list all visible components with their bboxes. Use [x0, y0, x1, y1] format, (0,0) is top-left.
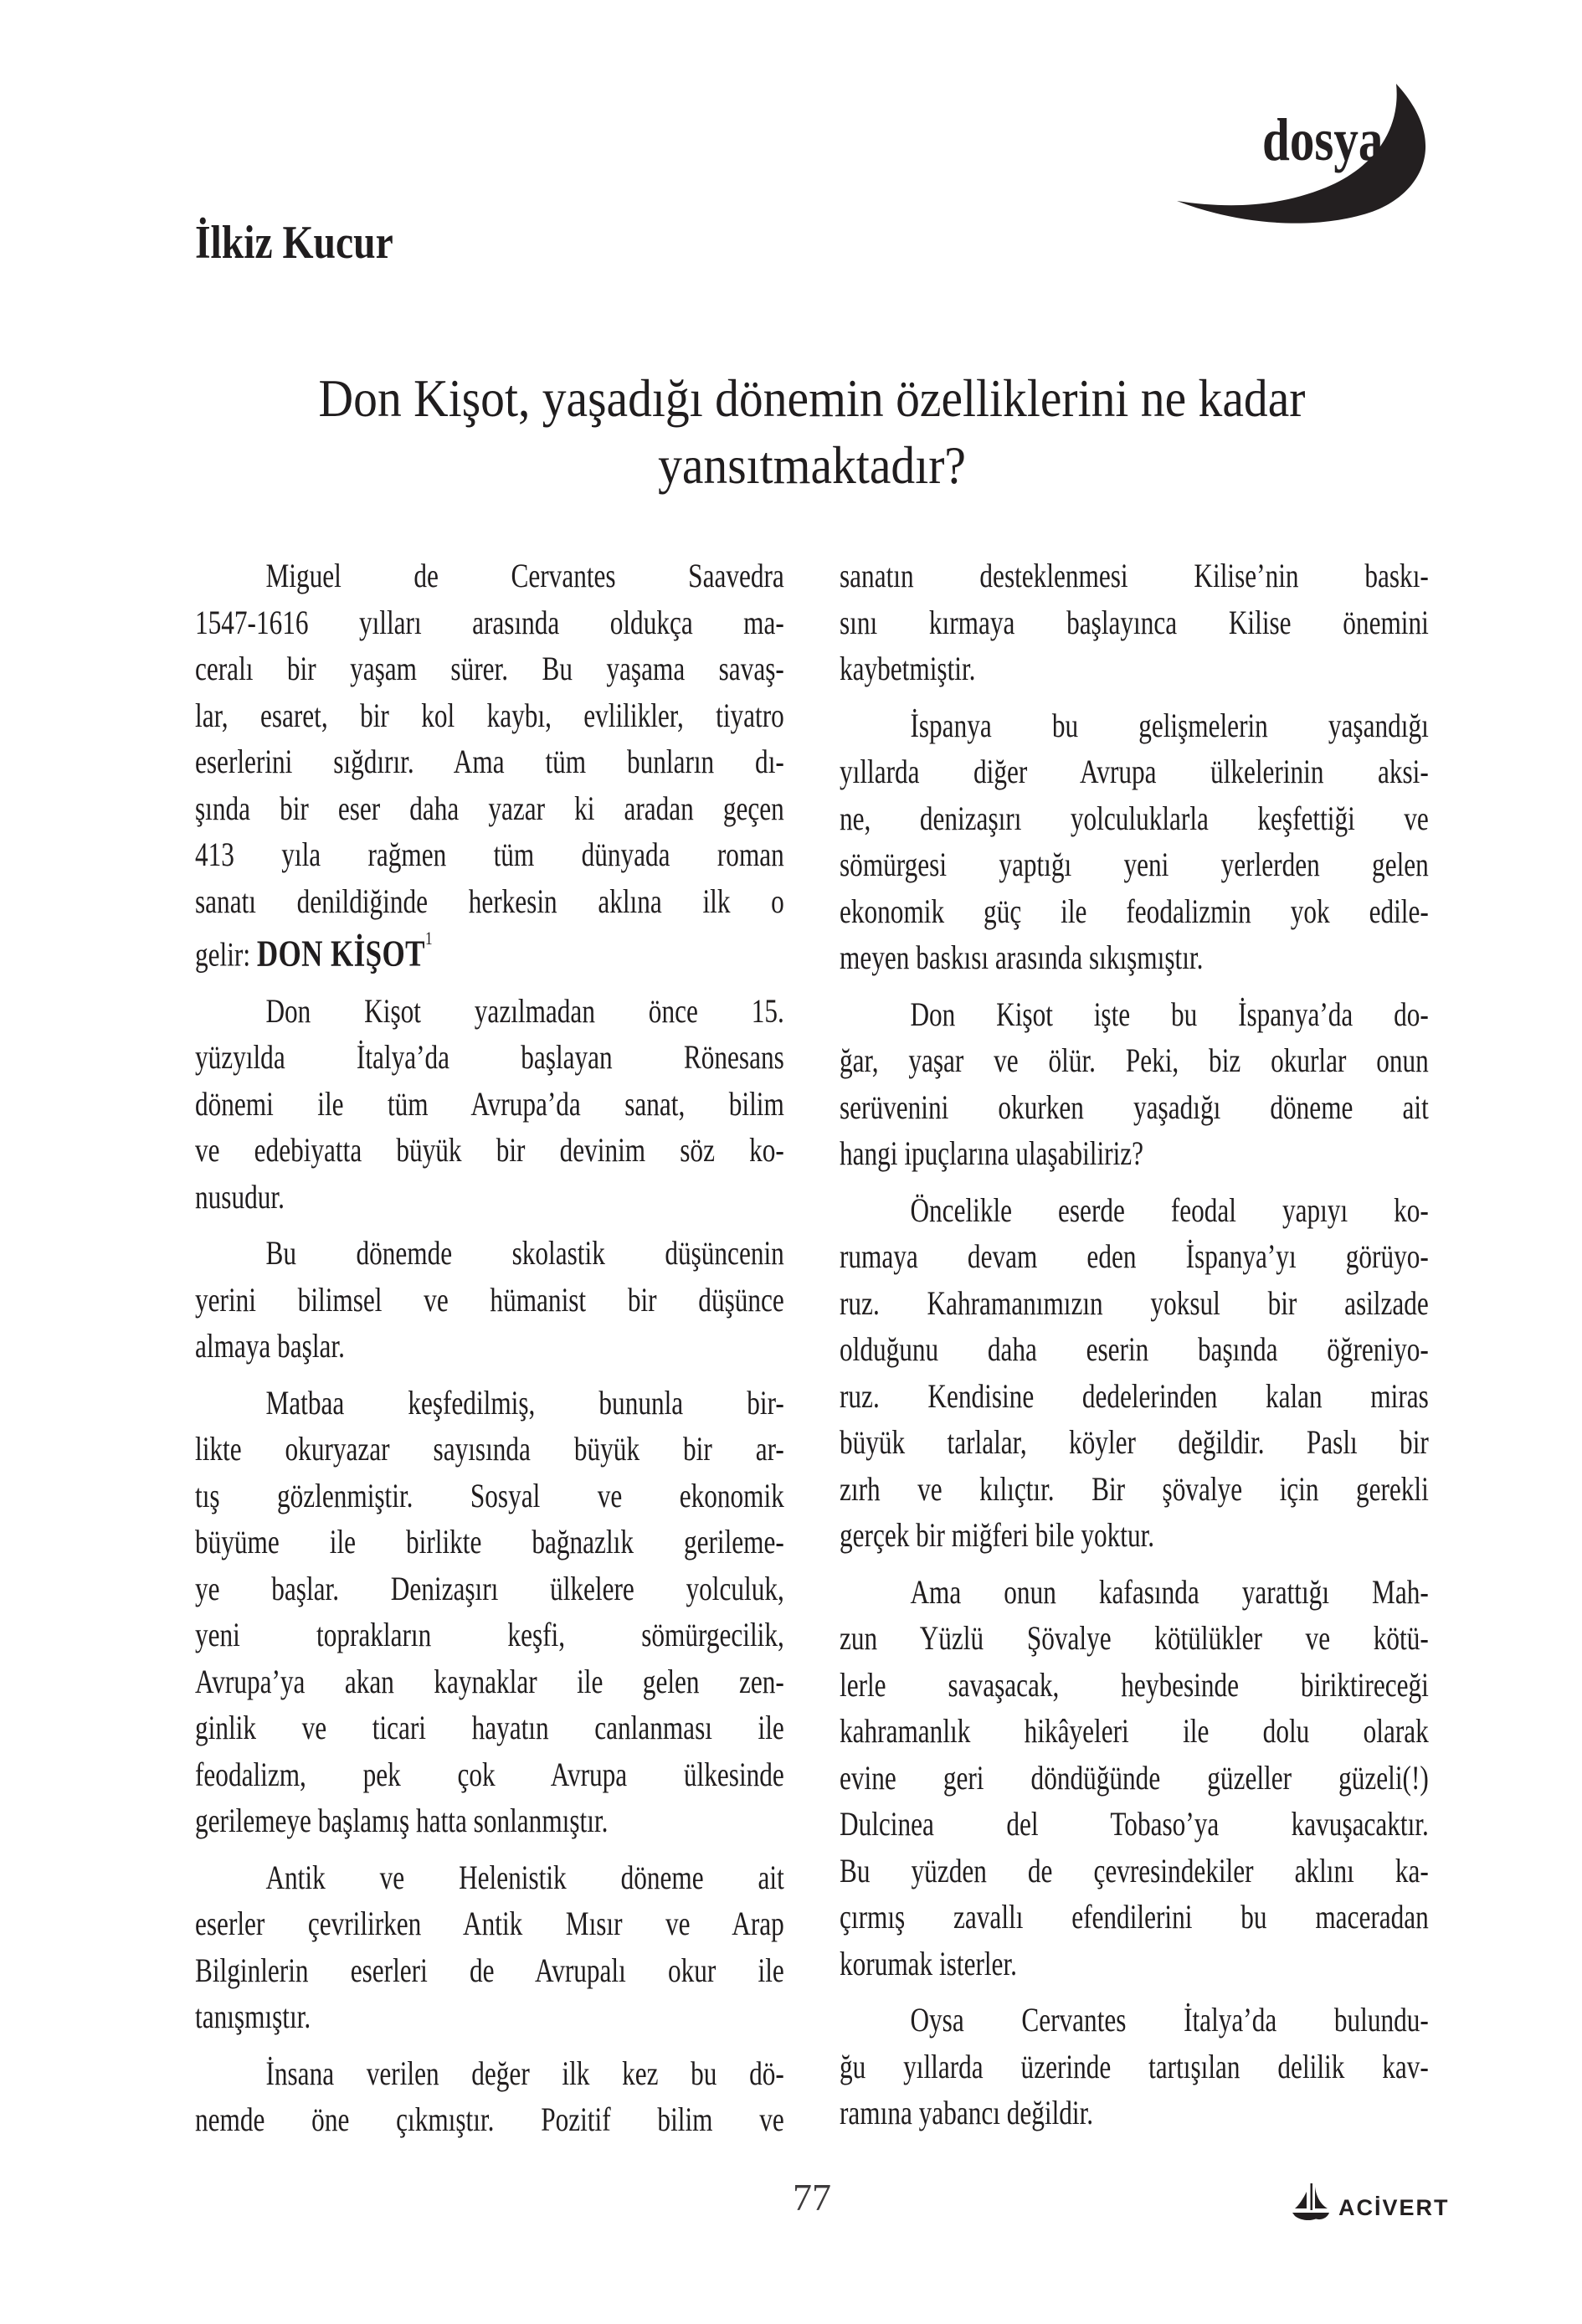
left-column-text: [195, 553, 784, 2143]
text-line: Antik ve Helenistik döneme ait: [265, 1858, 784, 1896]
text-line: ceralı bir yaşam sürer. Bu yaşama savaş-: [195, 650, 784, 687]
title-line-2: yansıtmaktadır?: [658, 435, 966, 495]
paragraph: [840, 553, 1429, 692]
text-line: ğar, yaşar ve ölür. Peki, biz okurlar onun: [840, 1041, 1429, 1079]
text-line: nusudur.: [195, 1177, 285, 1216]
text-line: rumaya devam eden İspanya’yı görüyo-: [840, 1237, 1429, 1275]
text-line: kahramanlık hikâyeleri ile dolu olarak: [840, 1712, 1429, 1750]
text-line: sanatın desteklenmesi Kilise’nin baskı-: [840, 557, 1429, 594]
text-line: Miguel de Cervantes Saavedra: [265, 557, 784, 594]
text-line: lerle savaşacak, heybesinde biriktireceği: [840, 1665, 1429, 1704]
text-line: Don Kişot işte bu İspanya’da do-: [910, 995, 1429, 1033]
page-number: 77: [793, 2176, 831, 2219]
lacivert-logo: [1292, 2182, 1450, 2224]
text-line: zırh ve kılıçtır. Bir şövalye için gerekli: [840, 1469, 1429, 1508]
paragraph: [840, 991, 1429, 1177]
text-line: yeni toprakların keşfi, sömürgecilik,: [195, 1616, 784, 1654]
text-line: feodalizm, pek çok Avrupa ülkesinde: [195, 1755, 784, 1793]
text-line: şında bir eser daha yazar ki aradan geçen: [195, 789, 784, 827]
text-line: Bu dönemde skolastik düşüncenin: [265, 1234, 784, 1273]
text-line: sını kırmaya başlayınca Kilise önemini: [840, 603, 1429, 641]
text-line: gerçek bir miğferi bile yoktur.: [840, 1516, 1155, 1554]
text-line: Ama onun kafasında yarattığı Mah-: [910, 1572, 1429, 1611]
left-column: [195, 553, 784, 2143]
text-line: Matbaa keşfedilmiş, bununla bir-: [265, 1383, 784, 1422]
text-line: Öncelikle eserde feodal yapıyı ko-: [910, 1190, 1429, 1229]
text-line: ve edebiyatta büyük bir devinim söz ko-: [195, 1131, 784, 1170]
text-line: meyen baskısı arasında sıkışmıştır.: [840, 938, 1204, 976]
text-line: Dulcinea del Tobaso’ya kavuşacaktır.: [840, 1805, 1429, 1843]
text-line: ruz. Kahramanımızın yoksul bir asilzade: [840, 1283, 1429, 1322]
text-line: yüzyılda İtalya’da başlayan Rönesans: [195, 1038, 784, 1077]
sailboat-icon: [1292, 2182, 1331, 2224]
text-line: ğu yıllarda üzerinde tartışılan delilik kav-: [840, 2047, 1429, 2085]
dosya-label: dosya: [1262, 106, 1384, 173]
article-title: [195, 365, 1429, 499]
text-line: lar, esaret, bir kol kaybı, evlilikler, tiyatro: [195, 696, 784, 734]
text-line: tış gözlenmiştir. Sosyal ve ekonomik: [195, 1476, 784, 1514]
text-line: ginlik ve ticari hayatın canlanması ile: [195, 1709, 784, 1747]
paragraph: [840, 1187, 1429, 1559]
text-line: tanışmıştır.: [195, 1998, 311, 2036]
text-line: ruz. Kendisine dedelerinden kalan miras: [840, 1376, 1429, 1415]
text-line: Oysa Cervantes İtalya’da bulundu-: [910, 2001, 1429, 2039]
text-line: çırmış zavallı efendilerini bu maceradan: [840, 1898, 1429, 1936]
text-line: olduğunu daha eserin başında öğreniyo-: [840, 1330, 1429, 1368]
right-column-text: [840, 553, 1429, 2136]
paragraph: [840, 1997, 1429, 2136]
text-line: 1547-1616 yılları arasında oldukça ma-: [195, 603, 784, 641]
text-line: sanatı denildiğinde herkesin aklına ilk o: [195, 882, 784, 920]
text-line: eserler çevrilirken Antik Mısır ve Arap: [195, 1905, 784, 1943]
text-line: evine geri döndüğünde güzeller güzeli(!): [840, 1758, 1429, 1797]
text-line: serüvenini okurken yaşadığı döneme ait: [840, 1087, 1429, 1126]
text-line: 413 yıla rağmen tüm dünyada roman: [195, 836, 784, 873]
text-line: ne, denizaşırı yolculuklarla keşfettiği ve: [840, 799, 1429, 837]
text-line: yıllarda diğer Avrupa ülkelerinin aksi-: [840, 753, 1429, 790]
paragraph: [195, 2050, 784, 2143]
author-name: [195, 218, 428, 270]
author-name-text: İlkiz Kucur: [195, 217, 393, 269]
paragraph: [195, 553, 784, 978]
right-column: [840, 553, 1429, 2136]
text-line: ramına yabancı değildir.: [840, 2094, 1094, 2131]
text-line: ekonomik güç ile feodalizmin yok edile-: [840, 892, 1429, 930]
paragraph: [840, 1569, 1429, 1987]
text-line: ye başlar. Denizaşırı ülkelere yolculuk,: [195, 1569, 784, 1607]
emphasis-bold-text: DON KİŞOT: [256, 932, 425, 974]
lacivert-label: ACİVERT: [1338, 2195, 1450, 2220]
title-line-1: Don Kişot, yaşadığı dönemin özelliklerini ne kadar: [318, 368, 1306, 428]
paragraph: [195, 988, 784, 1221]
text-line: yerini bilimsel ve hümanist bir düşünce: [195, 1280, 784, 1319]
text-line: Bilginlerin eserleri de Avrupalı okur ile: [195, 1951, 784, 1989]
text-line: eserlerini sığdırır. Ama tüm bunların dı-: [195, 743, 784, 780]
text-line: Bu yüzden de çevresindekiler aklını ka-: [840, 1851, 1429, 1890]
text-line: Avrupa’ya akan kaynaklar ile gelen zen-: [195, 1662, 784, 1700]
text-line: Don Kişot yazılmadan önce 15.: [265, 991, 784, 1030]
text-line: hangi ipuçlarına ulaşabiliriz?: [840, 1134, 1144, 1172]
text-line: İnsana verilen değer ilk kez bu dö-: [265, 2054, 784, 2092]
text-line-emphasis: [195, 924, 784, 978]
paragraph: [195, 1854, 784, 2040]
text-line: korumak isterler.: [840, 1944, 1017, 1982]
emphasis-prefix: gelir:: [195, 935, 257, 974]
text-line: zun Yüzlü Şövalye kötülükler ve kötü-: [840, 1619, 1429, 1657]
text-line: İspanya bu gelişmelerin yaşandığı: [910, 706, 1429, 744]
text-line: gerilemeye başlamış hatta sonlanmıştır.: [195, 1802, 609, 1840]
paragraph: [840, 702, 1429, 981]
text-line: dönemi ile tüm Avrupa’da sanat, bilim: [195, 1084, 784, 1123]
text-line: sömürgesi yaptığı yeni yerlerden gelen: [840, 846, 1429, 883]
text-line: almaya başlar.: [195, 1327, 345, 1365]
text-line: büyüme ile birlikte bağnazlık gerileme-: [195, 1523, 784, 1561]
footnote-marker: 1: [424, 928, 433, 949]
text-line: likte okuryazar sayısında büyük bir ar-: [195, 1430, 784, 1468]
paragraph: [195, 1230, 784, 1370]
text-line: kaybetmiştir.: [840, 650, 976, 687]
article-title-text: [257, 365, 1368, 499]
text-line: nemde öne çıkmıştır. Pozitif bilim ve: [195, 2100, 784, 2139]
text-line: büyük tarlalar, köyler değildir. Paslı bir: [840, 1423, 1429, 1461]
dosya-badge: [1170, 77, 1459, 232]
paragraph: [195, 1380, 784, 1844]
